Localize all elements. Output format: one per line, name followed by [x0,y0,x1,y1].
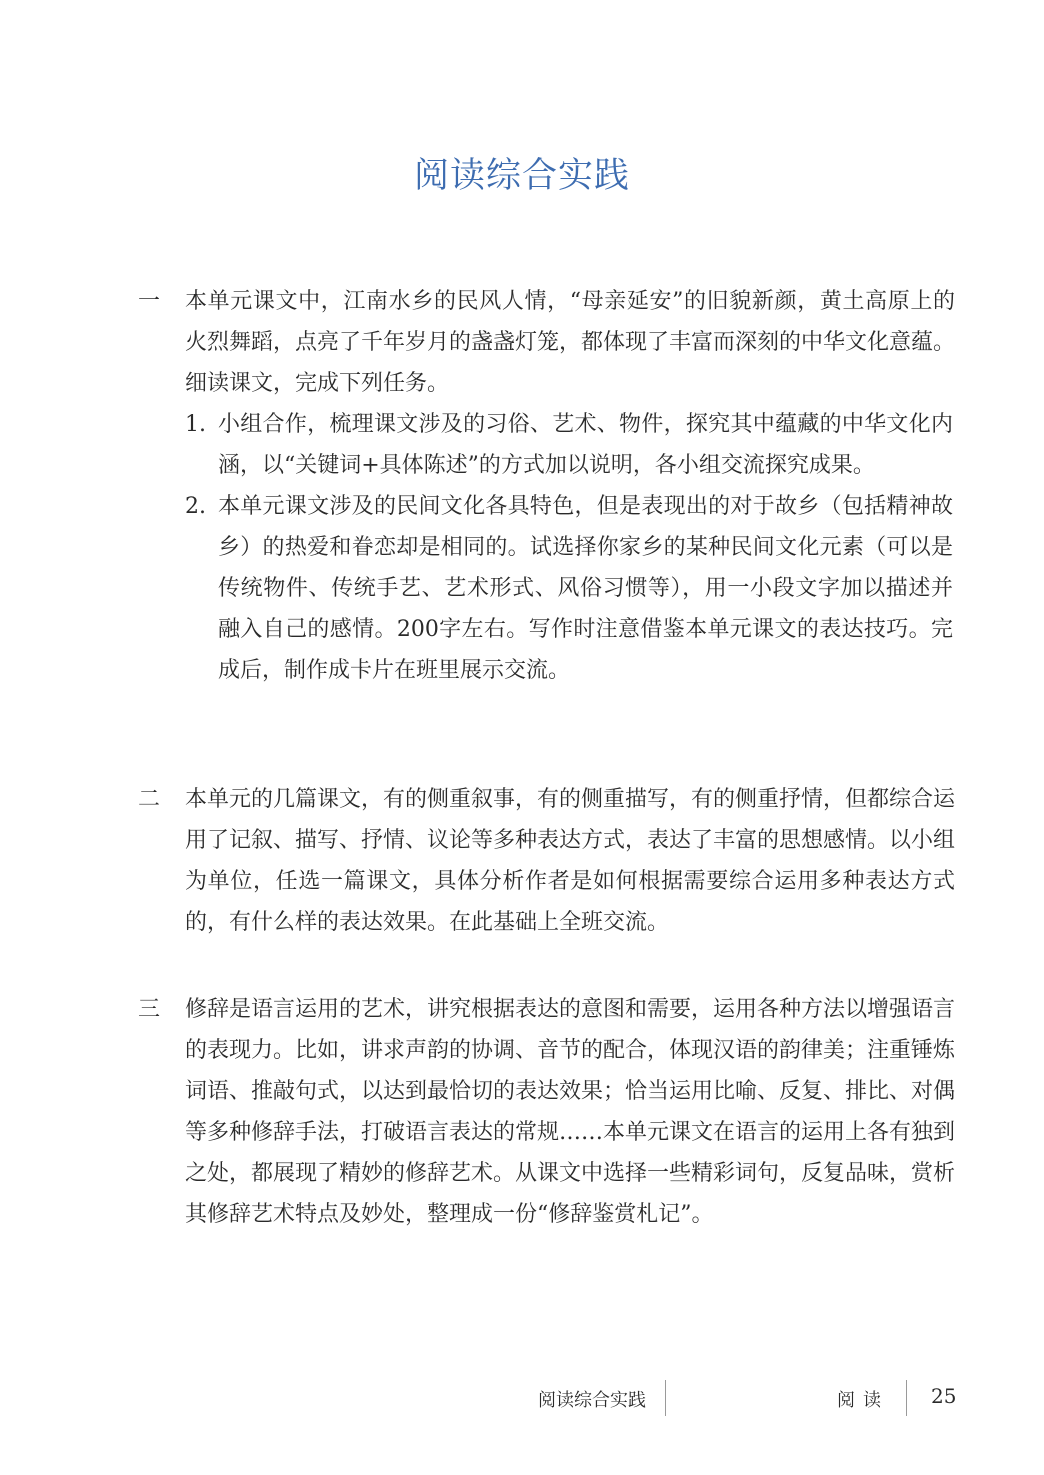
section-text: 本单元课文中，江南水乡的民风人情，“母亲延安”的旧貌新颜，黄土高原上的火烈舞蹈，点亮了千年岁月的盏盏灯笼，都体现了丰富而深刻的中华文化意蕴。细读课文，完成下列任务。 [185,289,956,396]
task-number: 2. [185,494,206,519]
section-number: 一 [138,289,161,314]
section-text: 本单元的几篇课文，有的侧重叙事，有的侧重描写，有的侧重抒情，但都综合运用了记叙、描写、抒情、议论等多种表达方式，表达了丰富的思想感情。以小组为单位，任选一篇课文，具体分析作者是如何根据需要综合运用多种表达方式的，有什么样的表达效果。在此基础上全班交流。 [185,787,956,935]
task-text: 小组合作，梳理课文涉及的习俗、艺术、物件，探究其中蕴藏的中华文化内涵，以“关键词+具体陈述”的方式加以说明，各小组交流探究成果。 [218,412,953,478]
section-one [138,281,958,691]
footer-divider [665,1380,666,1416]
section-number: 二 [138,787,161,812]
task-text: 本单元课文涉及的民间文化各具特色，但是表现出的对于故乡（包括精神故乡）的热爱和眷恋却是相同的。试选择你家乡的某种民间文化元素（可以是传统物件、传统手艺、艺术形式、风俗习惯等），用一小段文字加以描述并融入自己的感情。200字左右。写作时注意借鉴本单元课文的表达技巧。完成后，制作成卡片在班里展示交流。 [218,494,953,683]
task-number: 1. [185,412,206,437]
section-number: 三 [138,997,161,1022]
footer-section-title: 阅读综合实践 [538,1390,646,1411]
page-title: 阅读综合实践 [413,156,630,196]
task-list [185,404,955,691]
task-item [185,486,955,691]
section-two [138,779,958,943]
footer-unit-label: 阅读 [837,1390,889,1411]
section-three [138,989,958,1235]
footer-divider [906,1380,907,1416]
page-number: 25 [931,1384,957,1408]
task-item [185,404,955,486]
section-text: 修辞是语言运用的艺术，讲究根据表达的意图和需要，运用各种方法以增强语言的表现力。比如，讲求声韵的协调、音节的配合，体现汉语的韵律美；注重锤炼词语、推敲句式，以达到最恰切的表达效果；恰当运用比喻、反复、排比、对偶等多种修辞手法，打破语言表达的常规……本单元课文在语言的运用上各有独到之处，都展现了精妙的修辞艺术。从课文中选择一些精彩词句，反复品味，赏析其修辞艺术特点及妙处，整理成一份“修辞鉴赏札记”。 [185,997,956,1227]
